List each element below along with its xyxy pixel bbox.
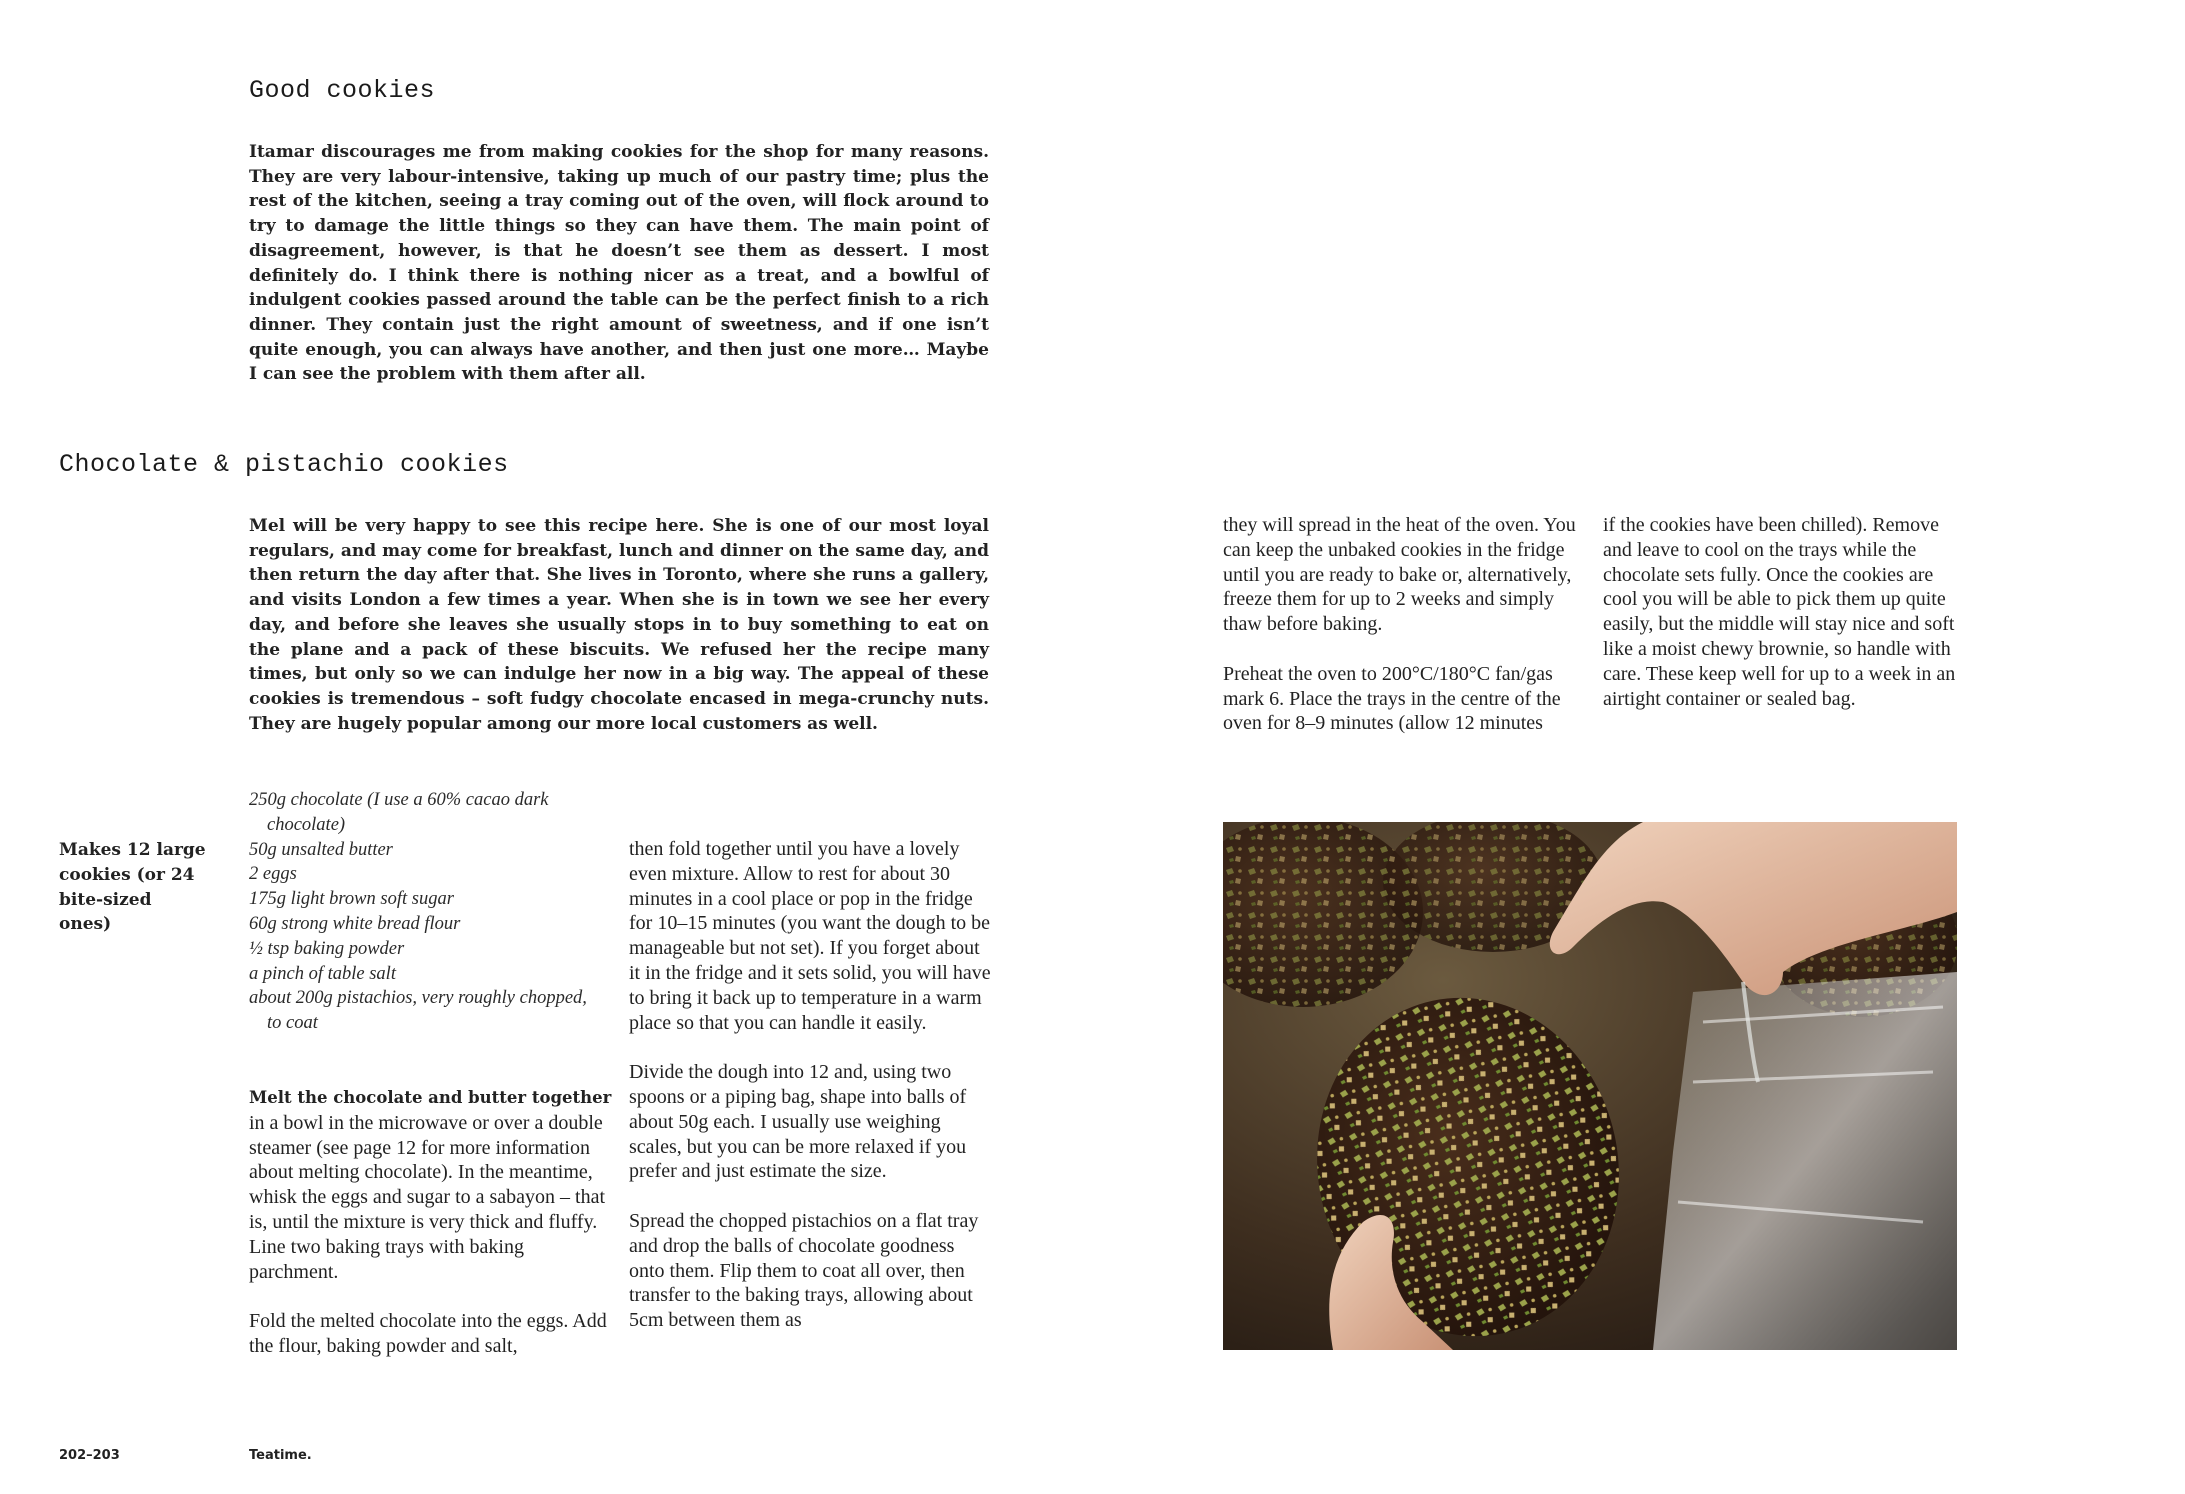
plastic-bag — [1653, 972, 1957, 1350]
ingredient-item: 60g strong white bread flour — [249, 913, 461, 934]
cookie-photo — [1223, 822, 1957, 1350]
ingredient-item: about 200g pistachios, very roughly chopped, to coat — [249, 988, 587, 1034]
ingredient-item: 2 eggs — [249, 864, 297, 885]
method-column-1 — [249, 1085, 614, 1359]
method-text: in a bowl in the microwave or over a double steamer (see page 12 for more information about melting chocolate). In the meantime, whisk the eggs and sugar to a sabayon – that is, until the mixture is very thick and fluffy. Line two baking trays with baking parchment. — [249, 1111, 606, 1283]
method-lead: Melt the chocolate and butter together — [249, 1088, 612, 1107]
ingredient-item: 175g light brown soft sugar — [249, 889, 454, 910]
cookie-photo-illustration — [1223, 822, 1957, 1350]
method-step-spread: they will spread in the heat of the oven. You can keep the unbaked cookies in the fridge until you are ready to bake or, alternatively, freeze them for up to 2 weeks and simply thaw before baking. — [1223, 514, 1576, 636]
method-column-3 — [1223, 513, 1588, 736]
recipe-intro: Mel will be very happy to see this recipe here. She is one of our most loyal regulars, and may come for breakfast, lunch and dinner on the same day, and then return the day after that. She lives in Toronto, where she runs a gallery, and visits London a few times a year. When she is in town we see her every day, and before she leaves she usually stops in to buy something to eat on the plane and a pack of these biscuits. We refused her the recipe many times, but only so we can indulge her now in a big way. The appeal of these cookies is tremendous – soft fudgy chocolate encased in mega-crunchy nuts. They are hugely popular among our more local customers as well. — [249, 516, 989, 734]
method-step-rest: then fold together until you have a lovely even mixture. Allow to rest for about 30 minutes in a cool place or pop in the fridge for 10–15 minutes (you want the dough to be manageable but not set). If you forget about it in the fridge and it sets solid, you will have to bring it back up to temperature in a warm place so that you can handle it easily. — [629, 838, 991, 1034]
method-step-bake: Preheat the oven to 200°C/180°C fan/gas mark 6. Place the trays in the centre of the oven for 8–9 minutes (allow 12 minutes — [1223, 662, 1561, 735]
section-name: Teatime. — [249, 1448, 312, 1463]
method-column-2 — [629, 837, 994, 1333]
method-step-divide: Divide the dough into 12 and, using two spoons or a piping bag, shape into balls of about 50g each. I usually use weighing scales, but you can be more relaxed if you prefer and just estimate the size. — [629, 1061, 967, 1183]
recipe-title: Chocolate & pistachio cookies — [59, 450, 509, 479]
method-step-melt — [249, 1085, 614, 1284]
method-column-4 — [1603, 513, 1968, 711]
ingredient-item: ½ tsp baking powder — [249, 938, 405, 959]
good-cookies-title: Good cookies — [249, 76, 436, 105]
method-step-cool: if the cookies have been chilled). Remove and leave to cool on the trays while the chocolate sets fully. Once the cookies are cool you will be able to pick them up quite easily, but the middle will stay nice and soft like a moist chewy brownie, so handle with care. These keep well for up to a week in an airtight container or sealed bag. — [1603, 514, 1956, 710]
good-cookies-body: Itamar discourages me from making cookies for the shop for many reasons. They are very labour-intensive, taking up much of our pastry time; plus the rest of the kitchen, seeing a tray coming out of the oven, will flock around to try to damage the little things so they can have them. The main point of disagreement, however, is that he doesn’t see them as dessert. I most definitely do. I think there is nothing nicer as a treat, and a bowlful of indulgent cookies passed around the table can be the perfect finish to a rich dinner. They contain just the right amount of sweetness, and if one isn’t quite enough, you can always have another, and then just one more… Maybe I can see the problem with them after all. — [249, 142, 989, 385]
page-numbers: 202–203 — [59, 1448, 120, 1463]
method-step-fold: Fold the melted chocolate into the eggs. Add the flour, baking powder and salt, — [249, 1310, 607, 1357]
ingredient-list — [249, 788, 589, 1036]
ingredient-item: 250g chocolate (I use a 60% cacao dark chocolate) — [249, 790, 549, 835]
ingredient-item: a pinch of table salt — [249, 963, 396, 984]
ingredient-item: 50g unsalted butter — [249, 839, 393, 860]
method-step-coat: Spread the chopped pistachios on a flat tray and drop the balls of chocolate goodness onto them. Flip them to coat all over, then transfer to the baking trays, allowing about 5cm between them as — [629, 1209, 979, 1332]
recipe-yield: Makes 12 large cookies (or 24 bite-sized ones) — [59, 840, 206, 935]
